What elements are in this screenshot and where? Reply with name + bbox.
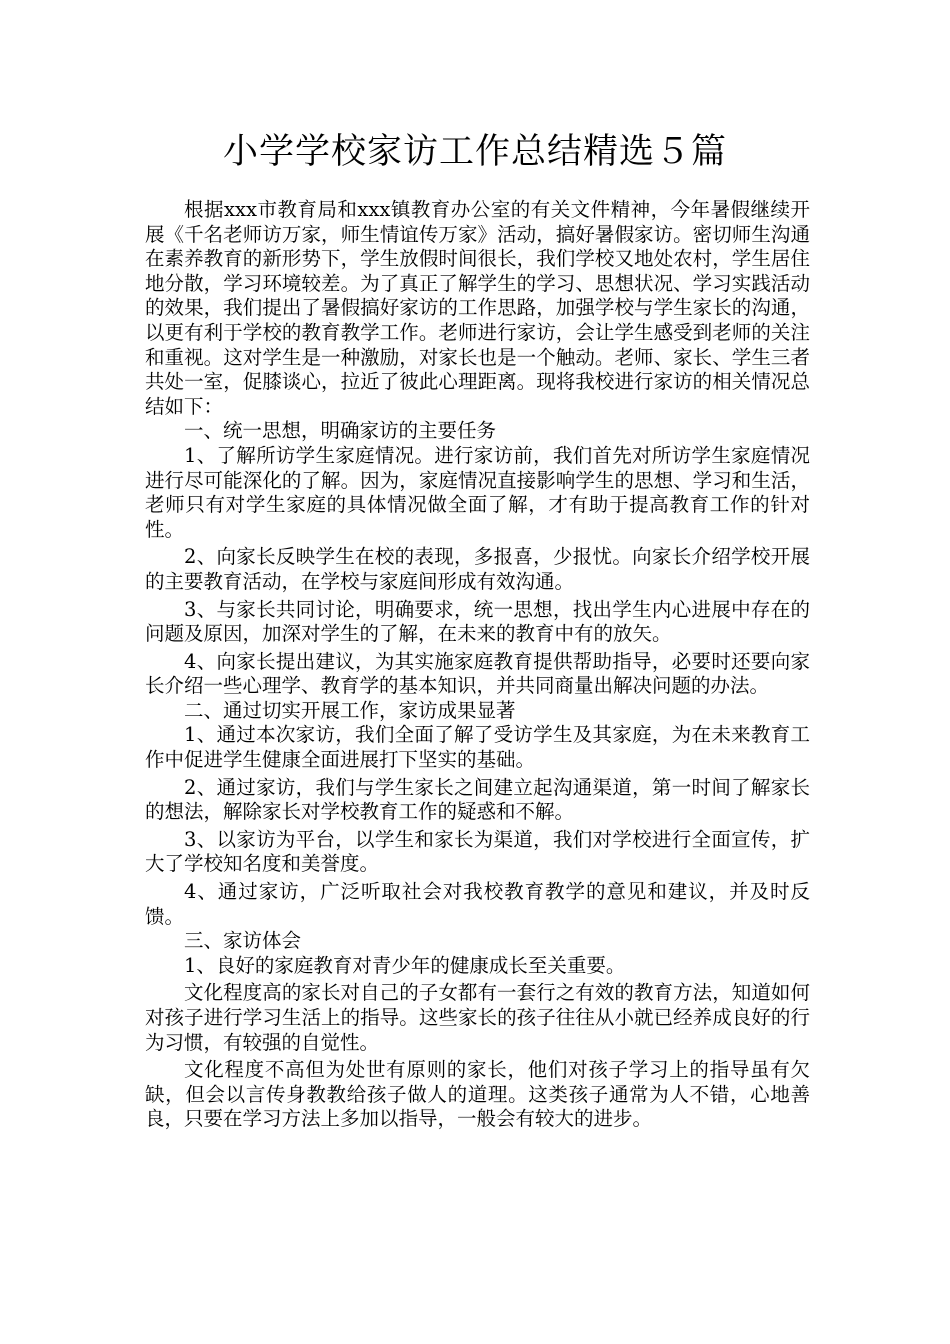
paragraph: 2、通过家访，我们与学生家长之间建立起沟通渠道，第一时间了解家长的想法，解除家长对学校教育工作的疑惑和不解。: [145, 775, 810, 824]
paragraph: 1、良好的家庭教育对青少年的健康成长至关重要。: [184, 953, 626, 977]
section-heading-2: 二、通过切实开展工作，家访成果显著: [184, 698, 516, 722]
document-body: [145, 198, 810, 1132]
paragraph: 4、通过家访，广泛听取社会对我校教育教学的意见和建议，并及时反馈。: [145, 880, 810, 928]
paragraph: 1、了解所访学生家庭情况。进行家访前，我们首先对所访学生家庭情况进行尽可能深化的了解。因为，家庭情况直接影响学生的思想、学习和生活，老师只有对学生家庭的具体情况做全面了解，才有助于提高教育工作的针对性。: [145, 443, 810, 541]
paragraph: 3、与家长共同讨论，明确要求，统一思想，找出学生内心进展中存在的问题及原因，加深对学生的了解，在未来的教育中有的放矢。: [145, 597, 810, 646]
paragraph: 4、向家长提出建议，为其实施家庭教育提供帮助指导，必要时还要向家长介绍一些心理学、教育学的基本知识，并共同商量出解决问题的办法。: [145, 649, 810, 698]
paragraph: 3、以家访为平台，以学生和家长为渠道，我们对学校进行全面宣传，扩大了学校知名度和美誉度。: [145, 827, 810, 876]
document-title: 小学学校家访工作总结精选５篇: [222, 132, 727, 172]
paragraph: 2、向家长反映学生在校的表现，多报喜，少报忧。向家长介绍学校开展的主要教育活动，在学校与家庭间形成有效沟通。: [145, 545, 810, 593]
paragraph: 文化程度不高但为处世有原则的家长，他们对孩子学习上的指导虽有欠缺，但会以言传身教教给孩子做人的道理。这类孩子通常为人不错，心地善良，只要在学习方法上多加以指导，一般会有较大的进步。: [145, 1058, 810, 1131]
paragraph-intro: 根据xxx市教育局和xxx镇教育办公室的有关文件精神，今年暑假继续开展《千名老师访万家，师生情谊传万家》活动，搞好暑假家访。密切师生沟通在素养教育的新形势下，学生放假时间很长，我们学校又地处农村，学生居住地分散，学习环境较差。为了真正了解学生的学习、思想状况、学习实践活动的效果，我们提出了暑假搞好家访的工作思路，加强学校与学生家长的沟通，以更有利于学校的教育教学工作。老师进行家访，会让学生感受到老师的关注和重视。这对学生是一种激励，对家长也是一个触动。老师、家长、学生三者共处一室，促膝谈心，拉近了彼此心理距离。现将我校进行家访的相关情况总结如下：: [145, 198, 810, 418]
section-heading-3: 三、家访体会: [184, 929, 302, 953]
paragraph: 文化程度高的家长对自己的子女都有一套行之有效的教育方法，知道如何对孩子进行学习生活上的指导。这些家长的孩子往往从小就已经养成良好的行为习惯，有较强的自觉性。: [145, 981, 810, 1054]
section-heading-1: 一、统一思想，明确家访的主要任务: [184, 419, 497, 443]
paragraph: 1、通过本次家访，我们全面了解了受访学生及其家庭，为在未来教育工作中促进学生健康全面进展打下坚实的基础。: [145, 723, 810, 772]
